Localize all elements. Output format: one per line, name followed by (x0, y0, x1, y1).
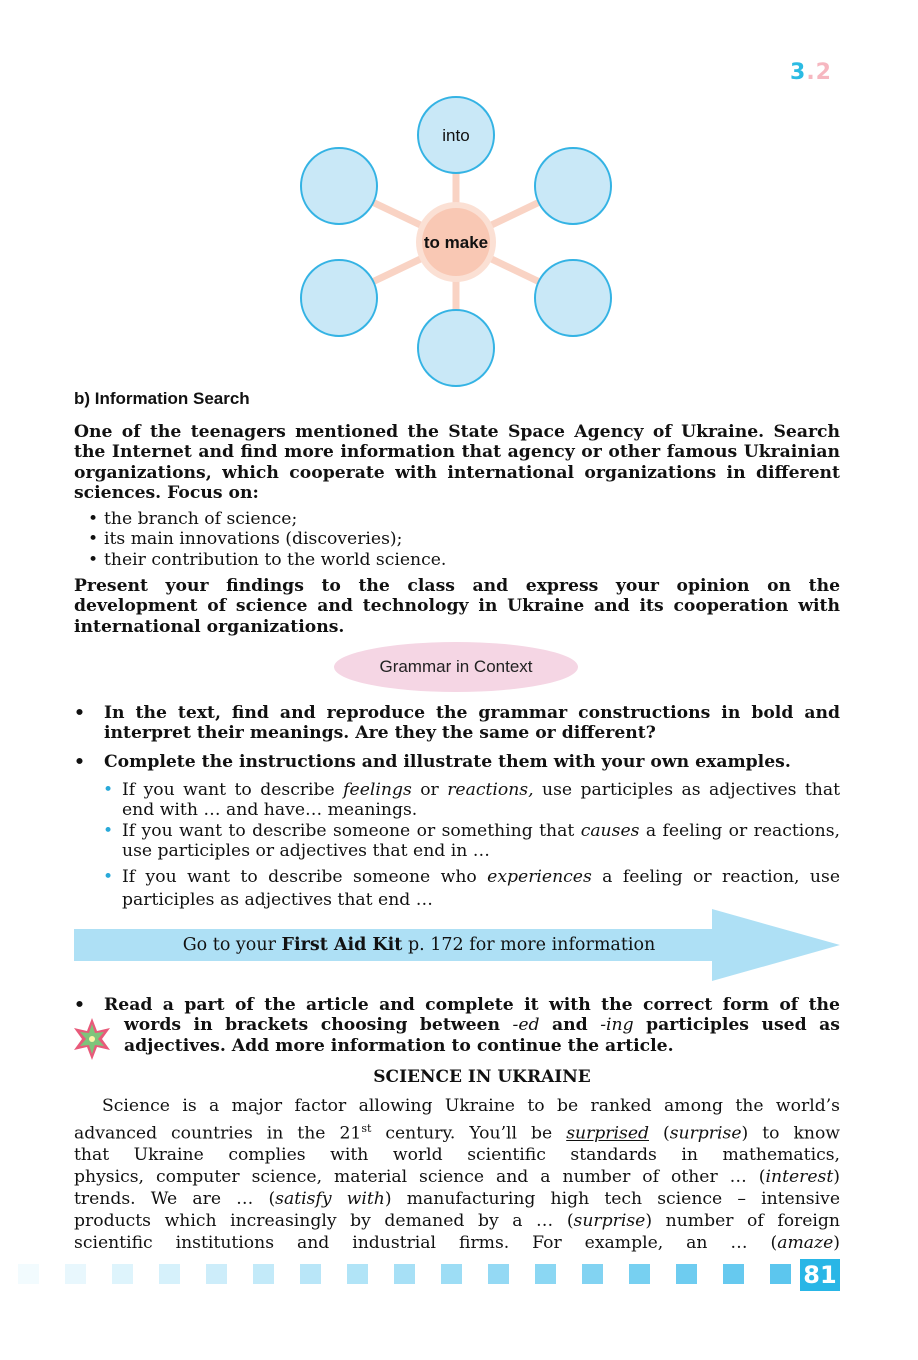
section-number: 3.2 (790, 60, 832, 85)
strip-square (65, 1264, 86, 1284)
strip-square (206, 1264, 227, 1284)
strip-square (535, 1264, 556, 1284)
article-line: physics, computer science, material science and a number of other … (interest) (74, 1167, 840, 1188)
strip-square (253, 1264, 274, 1284)
instruction-item: • If you want to describe someone who experiences a feeling or reaction, use participles as adjectives that end … (103, 867, 840, 910)
article-line: that Ukraine complies with world scientific standards in mathematics, (74, 1145, 840, 1166)
strip-square (18, 1264, 39, 1284)
strip-square (723, 1264, 744, 1284)
focus-bullet: • the branch of science; (104, 509, 297, 529)
strip-square (441, 1264, 462, 1284)
first-aid-kit-note: Go to your First Aid Kit p. 172 for more information (182, 935, 656, 955)
strip-square (347, 1264, 368, 1284)
blue-bullet-icon: • (103, 821, 114, 841)
strip-square (112, 1264, 133, 1284)
strip-square (159, 1264, 180, 1284)
focus-bullet: • its main innovations (discoveries); (104, 529, 402, 549)
task-item: • Read a part of the article and complete it with the correct form of the words in brackets choosing between -ed and -ing participles used as adjectives. Add more information to continue the article. (74, 995, 840, 1056)
strip-square (629, 1264, 650, 1284)
star-icon (72, 1017, 112, 1061)
bullet-icon: • (74, 752, 85, 772)
strip-square (676, 1264, 697, 1284)
article-line: scientific institutions and industrial firms. For example, an … (amaze) (74, 1232, 840, 1253)
article-line: Science is a major factor allowing Ukraine to be ranked among the world’s (102, 1096, 840, 1116)
diagram-center-label: to make (423, 233, 489, 252)
focus-bullet: • their contribution to the world science. (104, 550, 446, 570)
article-title: SCIENCE IN UKRAINE (373, 1067, 591, 1087)
strip-square (582, 1264, 603, 1284)
strip-square (394, 1264, 415, 1284)
blue-bullet-icon: • (103, 780, 114, 800)
strip-square (488, 1264, 509, 1284)
strip-square (770, 1264, 791, 1284)
strip-square (300, 1264, 321, 1284)
bullet-icon: • (74, 703, 85, 723)
intro-paragraph: One of the teenagers mentioned the State Space Agency of Ukraine. Search the Internet and find more information that agency or other famous Ukrainian organizations, which cooperate with international organizations in different sciences. Focus on: (74, 422, 840, 503)
task-item: • In the text, find and reproduce the grammar constructions in bold and interpret their meanings. Are they the same or different? (74, 703, 840, 744)
article-line: trends. We are … (satisfy with) manufacturing high tech science – intensive (74, 1188, 840, 1209)
section-heading: b) Information Search (74, 389, 250, 408)
instruction-item: • If you want to describe feelings or reactions, use participles as adjectives that end with … and have… meanings. (103, 780, 841, 821)
diagram-top-label: into (442, 126, 470, 145)
grammar-in-context-label: Grammar in Context (334, 642, 578, 692)
article-body (74, 1096, 840, 1254)
instruction-item: • If you want to describe someone or something that causes a feeling or reactions, use participles or adjectives that end in … (103, 821, 840, 862)
present-paragraph: Present your findings to the class and express your opinion on the development of science and technology in Ukraine and its cooperation with international organizations. (74, 576, 840, 637)
article-line: advanced countries in the 21st century. You’ll be surprised (surprise) to know (74, 1121, 840, 1144)
blue-bullet-icon: • (103, 867, 114, 887)
article-line: products which increasingly by demaned by a … (surprise) number of foreign (74, 1210, 840, 1231)
page-number: 81 (800, 1259, 840, 1291)
bullet-icon: • (74, 995, 85, 1015)
task-item: • Complete the instructions and illustrate them with your own examples. (74, 752, 791, 772)
